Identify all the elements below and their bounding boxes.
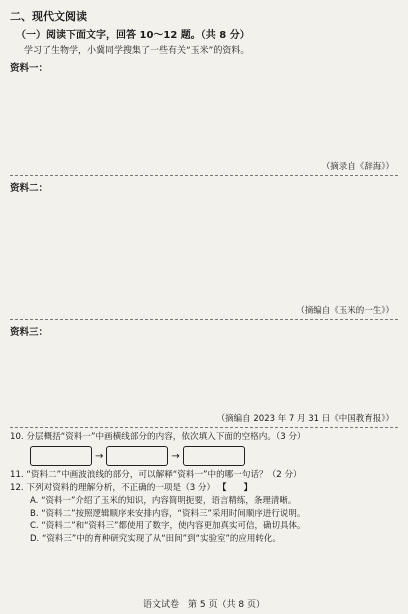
section-title: 二、现代文阅读 (10, 10, 87, 23)
option-key: C. (30, 521, 39, 531)
material-label: 资料一： (10, 63, 49, 74)
option-c (30, 520, 398, 533)
arrow-right-icon: → (171, 450, 180, 462)
material-1 (10, 60, 398, 172)
option-key: D. (30, 533, 40, 544)
option-a (30, 495, 398, 508)
material-source: （摘录自《辞海》） (321, 162, 394, 172)
divider (10, 427, 398, 428)
option-b (30, 508, 398, 521)
option-d (30, 533, 398, 546)
material-3-body (10, 339, 398, 411)
question-text: 下列对资料的理解分析，不正确的一项是（3 分） (26, 483, 216, 493)
subsection-title: （一）阅读下面文字，回答 10～12 题。（共 8 分） (16, 30, 250, 41)
option-text: “资料二”按照逻辑顺序来安排内容，“资料三”采用时间顺序进行说明。 (41, 508, 306, 519)
material-label: 资料二： (10, 183, 49, 194)
material-label: 资料三： (10, 327, 49, 338)
question-number: 11. (10, 470, 24, 480)
material-3 (10, 324, 398, 424)
answer-box[interactable] (183, 446, 245, 466)
option-text: “资料二”和“资料三”都使用了数字，使内容更加真实可信，确切具体。 (41, 521, 306, 531)
question-12 (10, 482, 398, 495)
arrow-right-icon: → (95, 450, 104, 462)
intro-text: 学习了生物学，小冀同学搜集了一些有关“玉米”的资料。 (24, 46, 250, 56)
option-text: “资料三”中的育种研究实现了从“田间”到“实验室”的应用转化。 (41, 533, 281, 544)
material-2-body (10, 195, 398, 303)
option-key: A. (30, 496, 39, 506)
answer-box[interactable] (30, 446, 92, 466)
answer-boxes (30, 446, 398, 466)
question-number: 10. (10, 432, 24, 442)
question-number: 12. (10, 483, 24, 493)
question-11 (10, 469, 398, 482)
material-2 (10, 180, 398, 316)
material-source: （摘编自《玉米的一生》） (296, 306, 394, 316)
answer-box[interactable] (106, 446, 168, 466)
material-1-body (10, 75, 398, 159)
material-source: （摘编自 2023 年 7 月 31 日《中国教育报》） (216, 414, 394, 424)
page-footer: 语文试卷 第 5 页（共 8 页） (143, 600, 265, 610)
divider (10, 175, 398, 176)
question-10 (10, 431, 398, 444)
answer-bracket[interactable]: 【 】 (217, 483, 253, 493)
question-text: 分层概括“资料一”中画横线部分的内容，依次填入下面的空格内。（3 分） (26, 432, 306, 442)
option-text: “资料一”介绍了玉米的知识，内容简明扼要，语言精练，条理清晰。 (41, 496, 297, 506)
divider (10, 319, 398, 320)
option-key: B. (30, 508, 39, 519)
question-text: “资料二”中画波浪线的部分，可以解释“资料一”中的哪一句话？（2 分） (26, 470, 302, 480)
